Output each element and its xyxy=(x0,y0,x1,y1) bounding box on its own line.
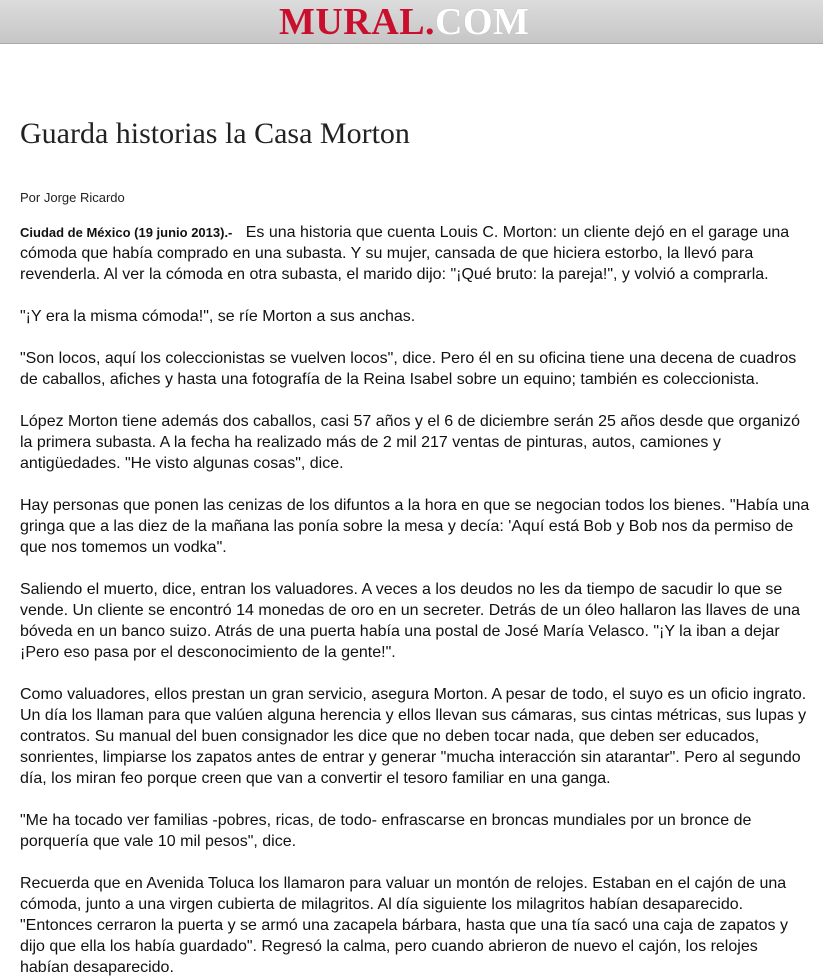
article-paragraph xyxy=(20,222,810,285)
article xyxy=(20,112,810,978)
article-paragraph: Saliendo el muerto, dice, entran los valuadores. A veces a los deudos no les da tiempo de sacudir lo que se vende. Un cliente se encontró 14 monedas de oro en un secreter. Detrás de un óleo hallaron las llaves de una bóveda en un banco suizo. Atrás de una puerta había una postal de José María Velasco. "¡Y la iban a dejar ¡Pero eso pasa por el desconocimiento de la gente!". xyxy=(20,581,801,661)
mural-logo[interactable] xyxy=(279,3,529,41)
site-header xyxy=(0,0,823,44)
article-paragraph: Como valuadores, ellos prestan un gran servicio, asegura Morton. A pesar de todo, el suyo es un oficio ingrato. Un día los llaman para que valúen alguna herencia y ellos llevan sus cámaras, sus cintas métricas, sus lupas y contratos. Su manual del buen consignador les dice que no deben tocar nada, que deben ser educados, sonrientes, limpiarse los zapatos antes de entrar y generar "mucha interacción sin atarantar". Pero al segundo día, los miran feo porque creen que van a convertir el tesoro familiar en una ganga. xyxy=(20,686,807,787)
article-dateline: Ciudad de México (19 junio 2013).- xyxy=(20,225,233,240)
article-byline: Por Jorge Ricardo xyxy=(20,190,125,205)
logo-tld: COM xyxy=(435,1,530,43)
article-paragraph: Hay personas que ponen las cenizas de los difuntos a la hora en que se negocian todos los bienes. "Había una gringa que a las diez de la mañana las ponía sobre la mesa y decía: 'Aquí está Bob y Bob nos da permiso de que nos tomemos un vodka". xyxy=(20,497,810,556)
article-paragraph: López Morton tiene además dos caballos, casi 57 años y el 6 de diciembre serán 25 años desde que organizó la primera subasta. A la fecha ha realizado más de 2 mil 217 ventas de pinturas, autos, camiones y antigüedades. "He visto algunas cosas", dice. xyxy=(20,413,801,472)
article-headline: Guarda historias la Casa Morton xyxy=(20,117,410,150)
logo-dot: . xyxy=(425,1,436,43)
article-paragraph: "Me ha tocado ver familias -pobres, ricas, de todo- enfrascarse en broncas mundiales por un bronce de porquería que vale 10 mil pesos", dice. xyxy=(20,812,752,850)
logo-brand: MURAL xyxy=(279,1,426,43)
paragraph-text: Es una historia que cuenta Louis C. Morton: un cliente dejó en el garage una cómoda que había comprado en una subasta. Y su mujer, cansada de que hiciera estorbo, la llevó para revenderla. Al ver la cómoda en otra subasta, el marido dijo: "¡Qué bruto: la pareja!", y volvió a comprarla. xyxy=(20,224,790,283)
article-paragraph: "Son locos, aquí los coleccionistas se vuelven locos", dice. Pero él en su oficina tiene una decena de cuadros de caballos, afiches y hasta una fotografía de la Reina Isabel sobre un equino; también es coleccionista. xyxy=(20,350,797,388)
article-paragraph: "¡Y era la misma cómoda!", se ríe Morton a sus anchas. xyxy=(20,308,416,325)
article-paragraph: Recuerda que en Avenida Toluca los llamaron para valuar un montón de relojes. Estaban en el cajón de una cómoda, junto a una virgen cubierta de milagritos. Al día siguiente los milagritos habían desaparecido. "Entonces cerraron la puerta y se armó una zacapela bárbara, hasta que una tía sacó una caja de zapatos y dijo que ella los había guardado". Regresó la calma, pero cuando abrieron de nuevo el cajón, los relojes habían desaparecido. xyxy=(20,875,788,976)
